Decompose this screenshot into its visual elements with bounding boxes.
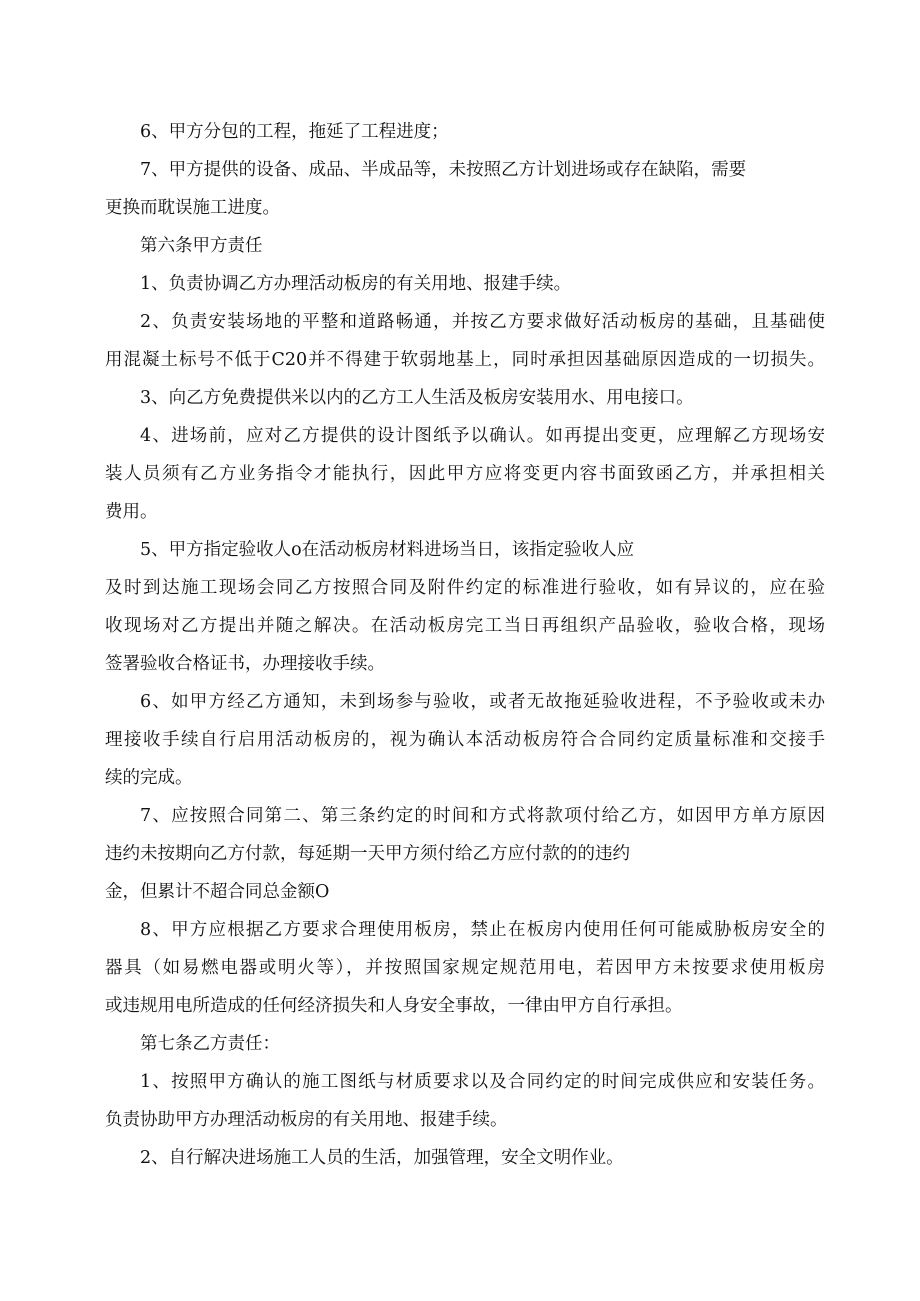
text-line: 6、甲方分包的工程，拖延了工程进度； xyxy=(140,122,449,142)
text-line: 更换而耽误施工进度。 xyxy=(105,198,280,218)
section-heading: 第七条乙方责任： xyxy=(140,1034,280,1054)
text-line: 续的完成。 xyxy=(105,768,193,788)
text-line: 器具（如易燃电器或明火等），并按照国家规定规范用电，若因甲方未按要求使用板房 xyxy=(105,958,825,978)
text-line: 收现场对乙方提出并随之解决。在活动板房完工当日再组织产品验收，验收合格，现场 xyxy=(105,616,825,636)
text-line: 2、负责安装场地的平整和道路畅通，并按乙方要求做好活动板房的基础，且基础使 xyxy=(140,312,825,332)
text-line: 费用。 xyxy=(105,502,158,522)
text-line: 6、如甲方经乙方通知，未到场参与验收，或者无故拖延验收进程，不予验收或未办 xyxy=(140,692,825,712)
text-line: 用混凝土标号不低于C20并不得建于软弱地基上，同时承担因基础原因造成的一切损失。 xyxy=(105,350,825,370)
text-line: 违约未按期向乙方付款，每延期一天甲方须付给乙方应付款的的违约 xyxy=(105,844,630,864)
text-line: 1、按照甲方确认的施工图纸与材质要求以及合同约定的时间完成供应和安装任务。 xyxy=(140,1072,825,1092)
text-line: 8、甲方应根据乙方要求合理使用板房，禁止在板房内使用任何可能威胁板房安全的 xyxy=(140,920,825,940)
text-line: 及时到达施工现场会同乙方按照合同及附件约定的标准进行验收，如有异议的，应在验 xyxy=(105,578,825,598)
text-line: 7、应按照合同第二、第三条约定的时间和方式将款项付给乙方，如因甲方单方原因 xyxy=(140,806,825,826)
text-line: 7、甲方提供的设备、成品、半成品等，未按照乙方计划进场或存在缺陷，需要 xyxy=(140,160,747,180)
text-line: 或违规用电所造成的任何经济损失和人身安全事故，一律由甲方自行承担。 xyxy=(105,996,683,1016)
text-line: 负责协助甲方办理活动板房的有关用地、报建手续。 xyxy=(105,1110,508,1130)
text-line: 2、自行解决进场施工人员的生活，加强管理，安全文明作业。 xyxy=(140,1148,624,1168)
text-line: 1、负责协调乙方办理活动板房的有关用地、报建手续。 xyxy=(140,274,572,294)
text-line: 理接收手续自行启用活动板房的，视为确认本活动板房符合合同约定质量标准和交接手 xyxy=(105,730,825,750)
text-line: 签署验收合格证书，办理接收手续。 xyxy=(105,654,385,674)
text-line: 4、进场前，应对乙方提供的设计图纸予以确认。如再提出变更，应理解乙方现场安 xyxy=(140,426,825,446)
text-line: 3、向乙方免费提供米以内的乙方工人生活及板房安装用水、用电接口。 xyxy=(140,388,694,408)
text-line: 金，但累计不超合同总金额O xyxy=(105,882,330,902)
section-heading: 第六条甲方责任 xyxy=(140,236,263,256)
text-line: 5、甲方指定验收人o在活动板房材料进场当日，该指定验收人应 xyxy=(140,540,635,560)
text-line: 装人员须有乙方业务指令才能执行，因此甲方应将变更内容书面致函乙方，并承担相关 xyxy=(105,464,825,484)
